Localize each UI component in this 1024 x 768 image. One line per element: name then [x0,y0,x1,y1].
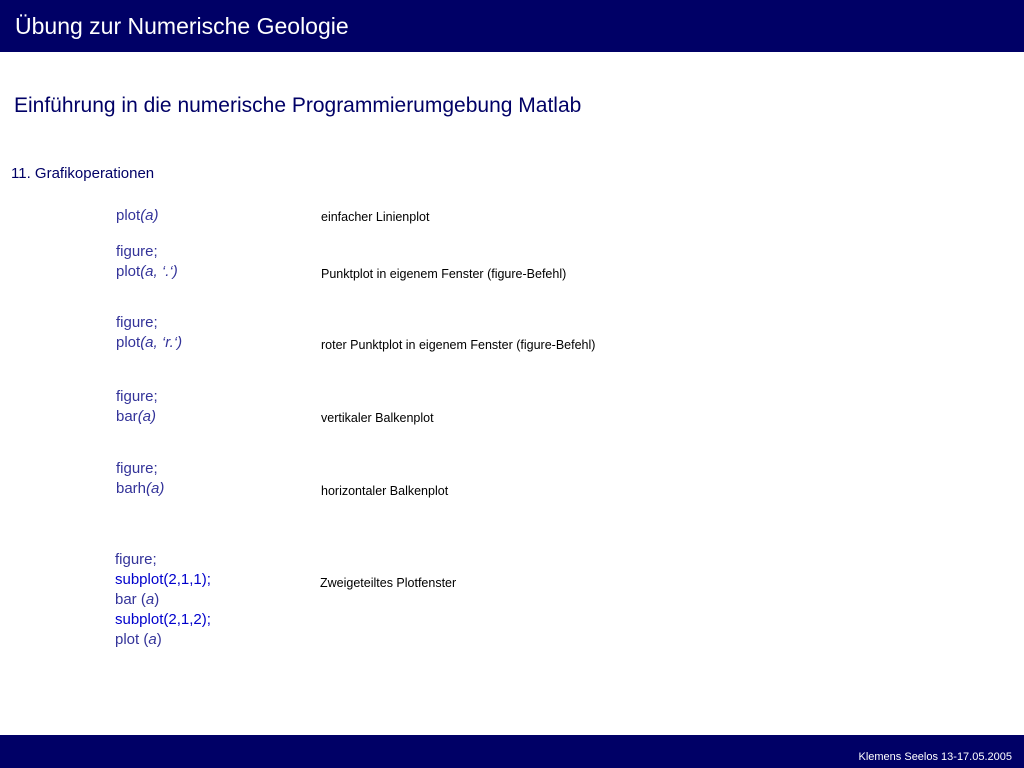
figure-command: figure; [116,460,158,477]
command-prefix: bar ( [115,591,146,608]
command-prefix: plot ( [115,631,149,648]
command-name: plot [116,263,141,280]
subplot-command-2: subplot(2,1,2); [115,611,211,628]
bar-command [115,590,211,610]
command-args: (a) [146,480,165,497]
command-name: plot [116,207,141,224]
code-example-bar-plot [116,387,158,427]
slide-subtitle: Einführung in die numerische Programmierumgebung Matlab [14,94,582,117]
command-args: (a, ‘r.‘) [140,334,183,351]
figure-command: figure; [116,388,158,405]
command-args: a [145,591,155,608]
subplot-command-1: subplot(2,1,1); [115,571,211,588]
description-point-plot: Punktplot in eigenem Fenster (figure-Befehl) [321,267,567,281]
footer-text: Klemens Seelos 13-17.05.2005 [858,751,1012,763]
command-args: (a) [137,408,157,425]
code-example-point-plot [116,242,178,282]
description-line-plot: einfacher Linienplot [321,210,430,224]
description-bar-plot: vertikaler Balkenplot [321,411,434,425]
figure-command: figure; [115,551,157,568]
command-suffix: ) [154,591,160,608]
code-line [116,262,178,282]
code-example-barh-plot [116,459,164,499]
code-line [116,333,182,353]
command-name: plot [116,334,141,351]
description-subplot: Zweigeteiltes Plotfenster [320,576,457,590]
command-name: bar [116,408,138,425]
header-bar [0,0,1024,52]
code-line [116,407,158,427]
code-line [116,206,159,226]
code-example-line-plot [116,206,159,226]
command-args: (a) [140,207,159,224]
header-title: Übung zur Numerische Geologie [15,13,349,39]
description-red-point-plot: roter Punktplot in eigenem Fenster (figure-Befehl) [321,338,596,352]
section-heading: 11. Grafikoperationen [11,165,155,182]
description-barh-plot: horizontaler Balkenplot [321,484,449,498]
code-example-red-point-plot [116,313,182,353]
footer-bar [0,735,1024,768]
command-name: barh [116,480,147,497]
plot-command [115,630,211,650]
code-line [116,479,164,499]
code-example-subplot [115,550,211,650]
command-args: (a, ‘.‘) [140,263,178,280]
command-args: a [148,631,157,648]
command-suffix: ) [156,631,162,648]
figure-command: figure; [116,314,158,331]
figure-command: figure; [116,243,158,260]
